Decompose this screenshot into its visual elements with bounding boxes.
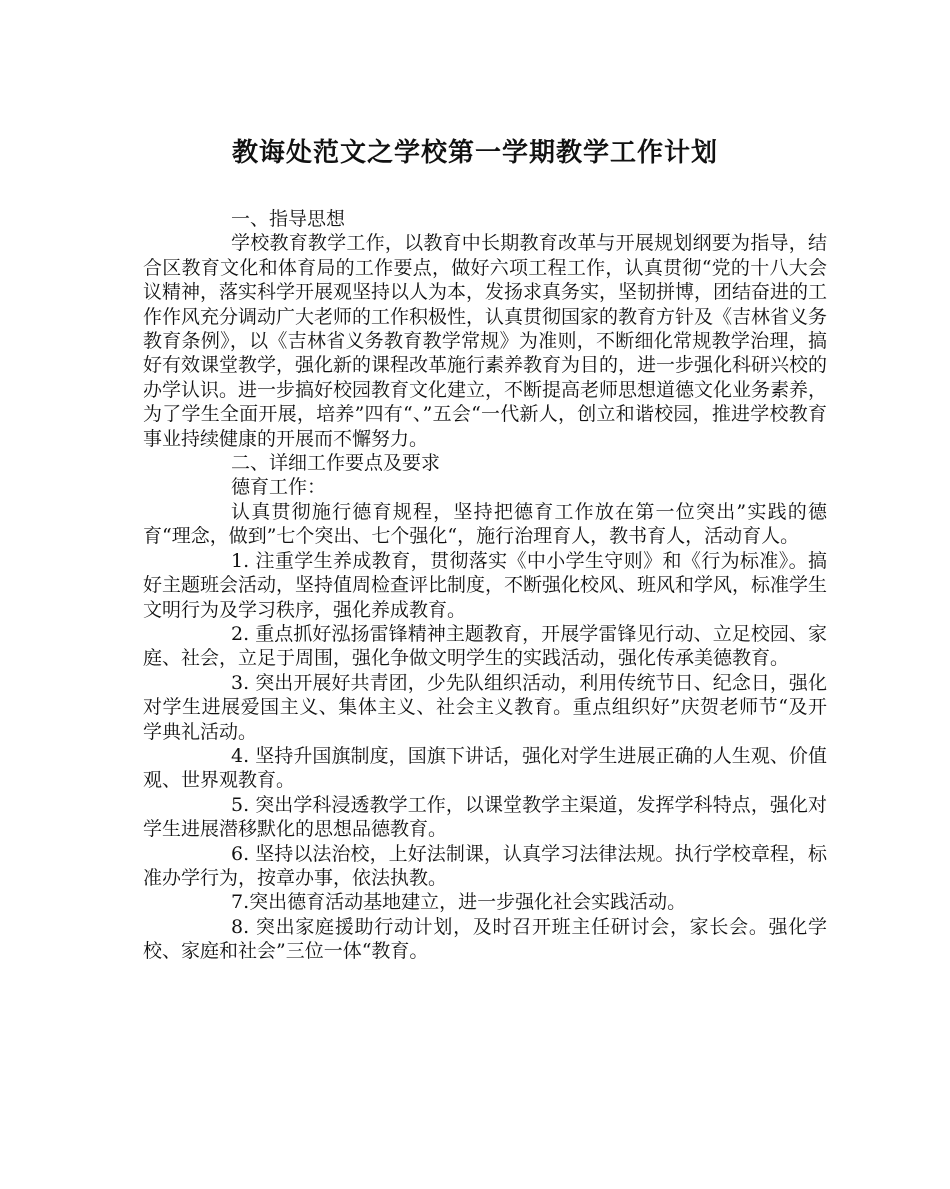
list-item-4: 4. 坚持升国旗制度，国旗下讲话，强化对学生进展正确的人生观、价值观、世界观教育。 [143, 744, 827, 792]
document-title: 教诲处范文之学校第一学期教学工作计划 [231, 138, 718, 168]
list-item-3: 3. 突出开展好共青团，少先队组织活动，利用传统节日、纪念日，强化对学生进展爱国主义、集体主义、社会主义教育。重点组织好”庆贺老师节“及开学典礼活动。 [143, 671, 827, 743]
list-item-6: 6. 坚持以法治校，上好法制课，认真学习法律法规。执行学校章程，标准办学行为，按章办事，依法执教。 [143, 842, 827, 889]
document-body [143, 207, 827, 964]
list-item-8: 8. 突出家庭援助行动计划，及时召开班主任研讨会，家长会。强化学校、家庭和社会”三位一体“教育。 [143, 915, 827, 963]
list-item-1: 1. 注重学生养成教育，贯彻落实《中小学生守则》和《行为标准》。搞好主题班会活动，坚持值周检查评比制度，不断强化校风、班风和学风，标准学生文明行为及学习秩序，强化养成教育。 [143, 549, 828, 621]
section-heading-guiding-thought: 一、指导思想 [231, 208, 346, 230]
paragraph-guiding-thought: 学校教育教学工作，以教育中长期教育改革与开展规划纲要为指导，结合区教育文化和体育局的工作要点，做好六项工程工作，认真贯彻“党的十八大会议精神，落实科学开展观坚持以人为本，发扬求真务实，坚韧拼博，团结奋进的工作作风充分调动广大老师的工作积极性，认真贯彻国家的教育方针及《吉林省义务教育条例》，以《吉林省义务教育教学常规》为准则，不断细化常规教学治理，搞好有效课堂教学，强化新的课程改革施行素养教育为目的，进一步强化科研兴校的办学认识。进一步搞好校园教育文化建立，不断提高老师思想道德文化业务素养，为了学生全面开展，培养”四有“、”五会“一代新人，创立和谐校园，推进学校教育事业持续健康的开展而不懈努力。 [143, 232, 828, 450]
section-heading-work-points: 二、详细工作要点及要求 [231, 452, 441, 475]
list-item-5: 5. 突出学科浸透教学工作，以课堂教学主渠道，发挥学科特点，强化对学生进展潜移默化的思想品德教育。 [143, 793, 827, 841]
subheading-moral-education: 德育工作： [231, 476, 327, 499]
paragraph-moral-education-intro: 认真贯彻施行德育规程，坚持把德育工作放在第一位突出”实践的德育“理念，做到”七个突出、七个强化“，施行治理育人，教书育人，活动育人。 [143, 500, 827, 548]
list-item-7: 7.突出德育活动基地建立，进一步强化社会实践活动。 [231, 891, 687, 914]
list-item-2: 2. 重点抓好泓扬雷锋精神主题教育，开展学雷锋见行动、立足校园、家庭、社会，立足于周围，强化争做文明学生的实践活动，强化传承美德教育。 [143, 622, 827, 670]
